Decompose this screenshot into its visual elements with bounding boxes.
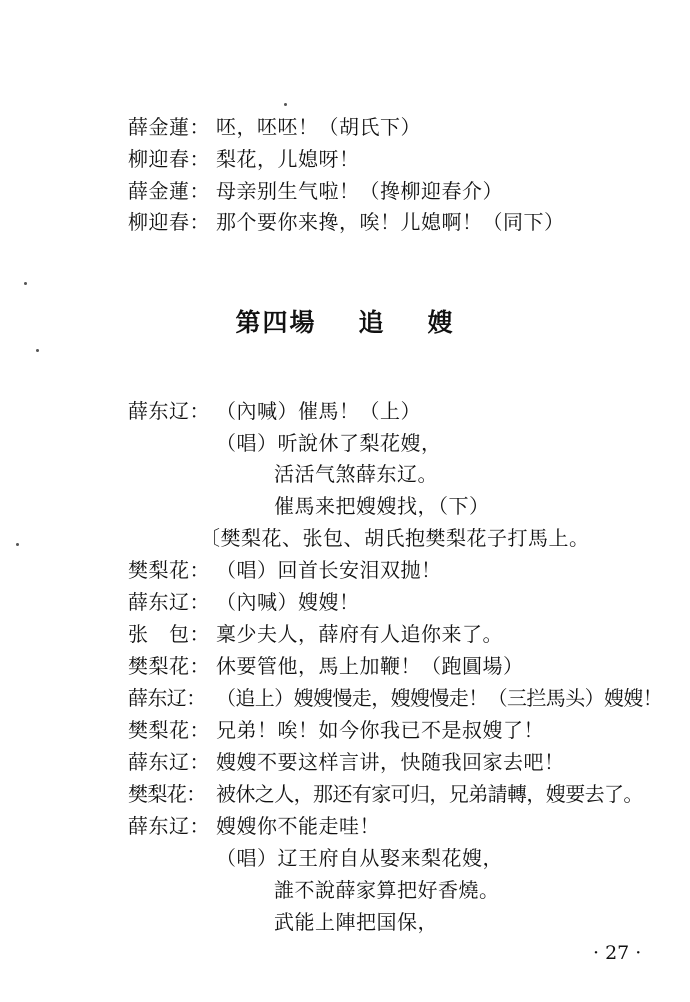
speaker-name: 薛东辽：	[128, 750, 210, 774]
dialogue-text: 誰不說薛家算把好香燒。	[274, 878, 500, 902]
scan-speck	[16, 543, 19, 546]
speaker-name: 樊梨花：	[128, 718, 210, 742]
speaker-name: 樊梨花：	[128, 558, 210, 582]
dialogue-text: 呸，呸呸！（胡氏下）	[216, 115, 421, 139]
dialogue-text: （唱）辽王府自从娶来梨花嫂，	[216, 846, 503, 870]
speaker-name: 柳迎春：	[128, 147, 210, 171]
speaker-name: 薛东辽：	[128, 686, 206, 710]
dialogue-text: 母亲别生气啦！（搀柳迎春介）	[216, 179, 503, 203]
sung-line	[216, 429, 442, 457]
dialogue-text: 〔樊梨花、张包、胡氏抱樊梨花子打馬上。	[200, 526, 590, 550]
dialogue-text: （唱）听說休了梨花嫂，	[216, 431, 442, 455]
sung-line	[274, 492, 490, 520]
dialogue-text: 武能上陣把国保，	[274, 910, 438, 934]
scene-title-word-2: 嫂	[427, 308, 455, 337]
dialogue-text: （內喊）嫂嫂！	[216, 590, 360, 614]
dialogue-line	[128, 588, 360, 616]
dialogue-line	[128, 397, 421, 425]
dialogue-line	[128, 113, 421, 141]
dialogue-text: 稟少夫人，薛府有人追你来了。	[216, 622, 503, 646]
dialogue-text: 梨花，儿媳呀！	[216, 147, 360, 171]
dialogue-text: （追上）嫂嫂慢走，嫂嫂慢走！（三拦馬头）嫂嫂！	[216, 686, 663, 710]
dialogue-text: （唱）回首长安泪双抛！	[216, 558, 442, 582]
speaker-name: 张 包：	[128, 622, 210, 646]
dialogue-line	[128, 748, 565, 776]
sung-line	[274, 460, 438, 488]
dialogue-text: 被休之人，那还有家可归，兄弟請轉，嫂要去了。	[216, 782, 643, 806]
page-number: · 27 ·	[593, 942, 642, 964]
dialogue-line	[128, 780, 643, 808]
dialogue-line	[128, 812, 380, 840]
dialogue-line	[128, 556, 442, 584]
scene-number: 第四場	[235, 308, 317, 337]
speaker-name: 薛金蓮：	[128, 179, 210, 203]
dialogue-text: 嫂嫂你不能走哇！	[216, 814, 380, 838]
dialogue-text: 那个要你来搀，唉！儿媳啊！（同下）	[216, 210, 565, 234]
speaker-name: 薛金蓮：	[128, 115, 210, 139]
dialogue-line	[128, 145, 360, 173]
dialogue-text: （內喊）催馬！（上）	[216, 399, 421, 423]
dialogue-line	[128, 620, 503, 648]
dialogue-text: 嫂嫂不要这样言讲，快随我回家去吧！	[216, 750, 565, 774]
scan-speck	[24, 282, 27, 285]
sung-line	[216, 844, 503, 872]
scan-speck	[284, 103, 287, 106]
dialogue-line	[128, 684, 662, 712]
scan-speck	[36, 349, 39, 352]
dialogue-line	[128, 177, 503, 205]
speaker-name: 樊梨花：	[128, 654, 210, 678]
speaker-name: 薛东辽：	[128, 399, 210, 423]
dialogue-line	[128, 716, 544, 744]
speaker-name: 柳迎春：	[128, 210, 210, 234]
scene-title	[0, 303, 690, 339]
dialogue-text: 休要管他，馬上加鞭！（跑圓場）	[216, 654, 524, 678]
stage-direction	[200, 524, 590, 552]
speaker-name: 樊梨花：	[128, 782, 206, 806]
scene-title-word-1: 追	[358, 308, 386, 337]
speaker-name: 薛东辽：	[128, 814, 210, 838]
dialogue-text: 催馬来把嫂嫂找，（下）	[274, 494, 490, 518]
sung-line	[274, 908, 438, 936]
speaker-name: 薛东辽：	[128, 590, 210, 614]
dialogue-line	[128, 208, 565, 236]
dialogue-line	[128, 652, 524, 680]
dialogue-text: 兄弟！唉！如今你我已不是叔嫂了！	[216, 718, 544, 742]
sung-line	[274, 876, 500, 904]
dialogue-text: 活活气煞薛东辽。	[274, 462, 438, 486]
